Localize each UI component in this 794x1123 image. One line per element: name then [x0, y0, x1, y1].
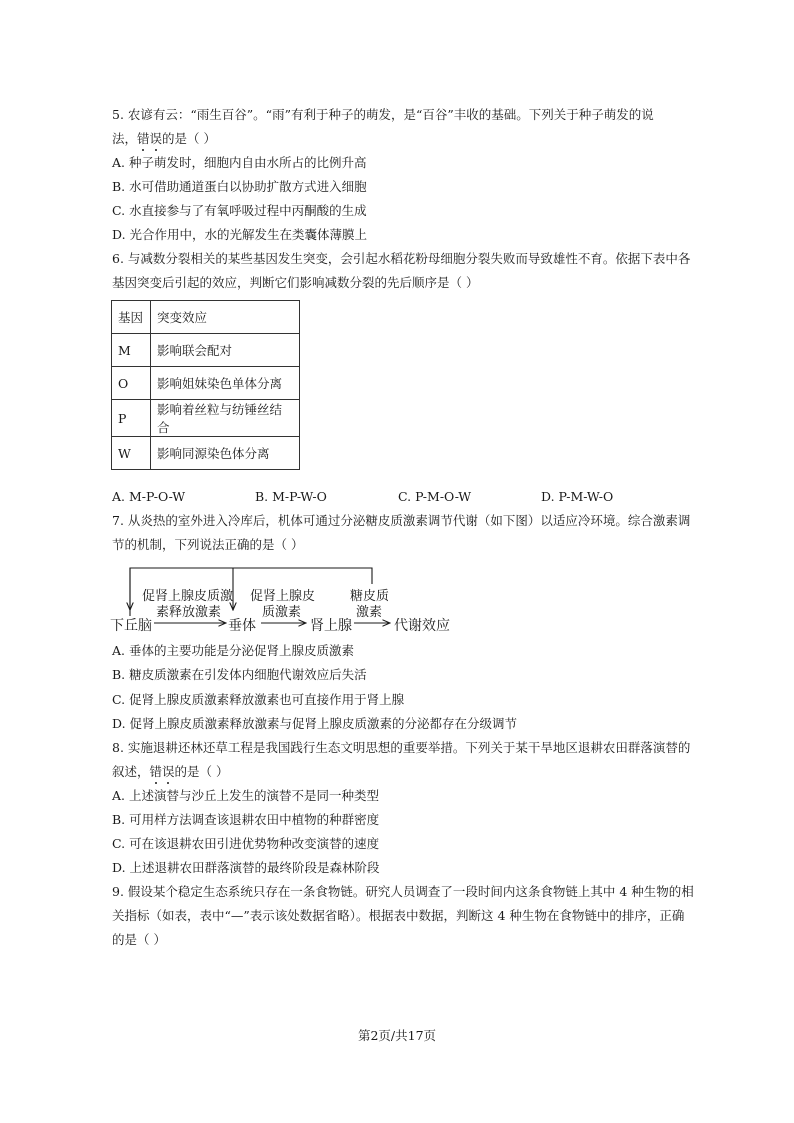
- q5-stem-text: 的是（ ）: [162, 131, 217, 146]
- table-header-cell: 基因: [112, 301, 151, 334]
- table-header-cell: 突变效应: [151, 301, 300, 334]
- table-cell: 影响姐妹染色单体分离: [151, 367, 300, 400]
- label-crh-line2: 素释放激素: [156, 605, 222, 620]
- table-cell: 影响同源染色体分离: [151, 437, 300, 470]
- q7-option-b: B. 糖皮质激素在引发体内细胞代谢效应后失活: [112, 667, 367, 682]
- q8-stem-text: 的是（ ）: [174, 764, 229, 779]
- q8-option-b: B. 可用样方法调查该退耕农田中植物的种群密度: [112, 812, 380, 827]
- q9-stem-line3: 的是（ ）: [112, 932, 166, 947]
- emphasis-char: 误: [162, 764, 175, 779]
- emphasis-char: 错: [137, 131, 150, 146]
- q6-option-d: D. P-M-W-O: [541, 489, 614, 504]
- q8-stem-text: 叙述，: [112, 764, 150, 779]
- q5-option-b: B. 水可借助通道蛋白以协助扩散方式进入细胞: [112, 179, 367, 194]
- q9-stem-line2: 关指标（如表，表中“—”表示该处数据省略）。根据表中数据，判断这 4 种生物在食物链中的排序，正确: [112, 908, 685, 923]
- q6-stem-line2: 基因突变后引起的效应，判断它们影响减数分裂的先后顺序是（ ）: [112, 275, 479, 290]
- q7-option-c: C. 促肾上腺皮质激素释放激素也可直接作用于肾上腺: [112, 692, 405, 707]
- table-cell: P: [112, 400, 151, 437]
- q7-option-d: D. 促肾上腺皮质激素释放激素与促肾上腺皮质激素的分泌都存在分级调节: [112, 716, 518, 731]
- table-row: [112, 367, 300, 400]
- q7-stem-line2: 节的机制，下列说法正确的是（ ）: [112, 537, 304, 552]
- q5-stem-line2: [112, 131, 216, 147]
- q8-stem-line2: [112, 764, 229, 780]
- q5-option-a: A. 种子萌发时，细胞内自由水所占的比例升高: [112, 155, 367, 170]
- q7-option-a: A. 垂体的主要功能是分泌促肾上腺皮质激素: [112, 643, 354, 658]
- q5-option-d: D. 光合作用中，水的光解发生在类囊体薄膜上: [112, 227, 368, 242]
- q6-option-a: A. M-P-O-W: [112, 489, 186, 504]
- q5-stem-text: 法，: [112, 131, 138, 146]
- node-pituitary: 垂体: [228, 618, 256, 634]
- table-cell: 影响着丝粒与纺锤丝结合: [151, 400, 300, 437]
- table-cell: M: [112, 334, 151, 367]
- gene-table: [111, 300, 300, 470]
- q8-option-c: C. 可在该退耕农田引进优势物种改变演替的速度: [112, 836, 380, 851]
- label-gc-line1: 糖皮质: [350, 589, 390, 604]
- table-row: [112, 334, 300, 367]
- q6-stem-line1: 6. 与减数分裂相关的某些基因发生突变，会引起水稻花粉母细胞分裂失败而导致雄性不育。依据下表中各: [112, 251, 691, 266]
- table-cell: 影响联会配对: [151, 334, 300, 367]
- label-crh-line1: 促肾上腺皮质激: [142, 589, 234, 604]
- q8-option-a: A. 上述演替与沙丘上发生的演替不是同一种类型: [112, 788, 379, 803]
- label-acth-line1: 促肾上腺皮: [250, 589, 316, 604]
- q9-stem-line1: 9. 假设某个稳定生态系统只存在一条食物链。研究人员调查了一段时间内这条食物链上其中 4 种生物的相: [112, 884, 694, 899]
- q6-option-c: C. P-M-O-W: [398, 489, 472, 504]
- node-adrenal: 肾上腺: [310, 618, 352, 634]
- hormone-flow-diagram: [108, 560, 468, 636]
- table-row: [112, 400, 300, 437]
- node-metabolic-effect: 代谢效应: [394, 618, 450, 634]
- table-header-row: [112, 301, 300, 334]
- page-footer: 第2页/共17页: [357, 1028, 437, 1043]
- table-cell: O: [112, 367, 151, 400]
- table-cell: W: [112, 437, 151, 470]
- label-gc-line2: 激素: [356, 605, 383, 620]
- q7-stem-line1: 7. 从炎热的室外进入冷库后，机体可通过分泌糖皮质激素调节代谢（如下图）以适应冷环境。综合激素调: [112, 513, 691, 528]
- emphasis-char: 错: [149, 764, 163, 779]
- table-row: [112, 437, 300, 470]
- q8-option-d: D. 上述退耕农田群落演替的最终阶段是森林阶段: [112, 860, 380, 875]
- emphasis-char: 误: [149, 131, 163, 146]
- node-hypothalamus: 下丘脑: [110, 618, 152, 634]
- q5-stem-line1: 5. 农谚有云：“雨生百谷”。“雨”有利于种子的萌发，是“百谷”丰收的基础。下列关于种子萌发的说: [112, 107, 654, 122]
- q5-option-c: C. 水直接参与了有氧呼吸过程中丙酮酸的生成: [112, 203, 367, 218]
- q6-option-b: B. M-P-W-O: [255, 489, 327, 504]
- label-acth-line2: 质激素: [262, 605, 302, 620]
- q8-stem-line1: 8. 实施退耕还林还草工程是我国践行生态文明思想的重要举措。下列关于某干旱地区退耕农田群落演替的: [112, 740, 691, 755]
